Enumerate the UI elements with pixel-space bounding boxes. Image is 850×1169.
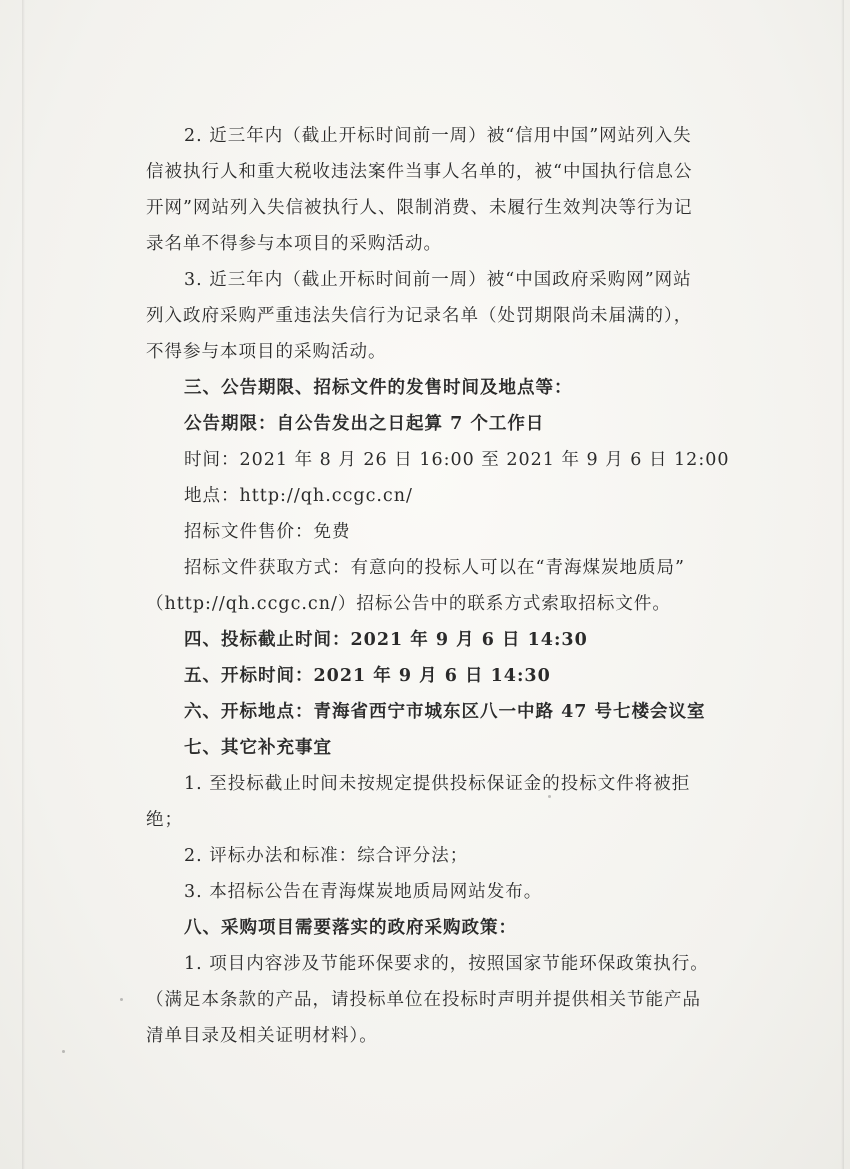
paragraph-line: （http://qh.ccgc.cn/）招标公告中的联系方式索取招标文件。 xyxy=(146,594,671,614)
scan-shadow-right xyxy=(841,0,844,1169)
paragraph-line: 3. 本招标公告在青海煤炭地质局网站发布。 xyxy=(184,882,543,902)
document-price: 招标文件售价：免费 xyxy=(184,522,351,542)
section-heading-7: 七、其它补充事宜 xyxy=(184,738,332,758)
section-heading-4: 四、投标截止时间：2021 年 9 月 6 日 14:30 xyxy=(184,630,588,650)
sale-location: 地点：http://qh.ccgc.cn/ xyxy=(184,486,413,506)
paragraph-line: 绝； xyxy=(146,810,183,830)
scan-shadow-left xyxy=(22,0,25,1169)
paragraph-line: 列入政府采购严重违法失信行为记录名单（处罚期限尚未届满的）， xyxy=(146,306,693,326)
paragraph-line: 1. 至投标截止时间未按规定提供投标保证金的投标文件将被拒 xyxy=(184,774,691,794)
paragraph-line: 招标文件获取方式：有意向的投标人可以在“青海煤炭地质局” xyxy=(184,558,685,578)
scan-speck xyxy=(62,1050,65,1053)
paragraph-line: 清单目录及相关证明材料）。 xyxy=(146,1026,378,1046)
paragraph-line: 2. 评标办法和标准：综合评分法； xyxy=(184,846,469,866)
section-heading-8: 八、采购项目需要落实的政府采购政策： xyxy=(184,918,517,938)
paragraph-line: 3. 近三年内（截止开标时间前一周）被“中国政府采购网”网站 xyxy=(184,270,692,290)
paragraph-line: 不得参与本项目的采购活动。 xyxy=(146,342,387,362)
paragraph-line: 开网”网站列入失信被执行人、限制消费、未履行生效判决等行为记 xyxy=(146,198,693,218)
section-heading-6: 六、开标地点：青海省西宁市城东区八一中路 47 号七楼会议室 xyxy=(184,702,706,722)
paragraph-line: 录名单不得参与本项目的采购活动。 xyxy=(146,234,442,254)
paragraph-line: 1. 项目内容涉及节能环保要求的，按照国家节能环保政策执行。 xyxy=(184,954,709,974)
paragraph-line: 2. 近三年内（截止开标时间前一周）被“信用中国”网站列入失 xyxy=(184,126,692,146)
paragraph-line: （满足本条款的产品，请投标单位在投标时声明并提供相关节能产品 xyxy=(146,990,701,1010)
scan-speck xyxy=(120,998,123,1001)
section-heading-5: 五、开标时间：2021 年 9 月 6 日 14:30 xyxy=(184,666,551,686)
document-body xyxy=(146,118,732,1054)
sale-time: 时间：2021 年 8 月 26 日 16:00 至 2021 年 9 月 6 日 12:00 xyxy=(184,450,730,470)
section-heading-3: 三、公告期限、招标文件的发售时间及地点等： xyxy=(184,378,573,398)
notice-period: 公告期限：自公告发出之日起算 7 个工作日 xyxy=(184,414,545,434)
paragraph-line: 信被执行人和重大税收违法案件当事人名单的，被“中国执行信息公 xyxy=(146,162,693,182)
